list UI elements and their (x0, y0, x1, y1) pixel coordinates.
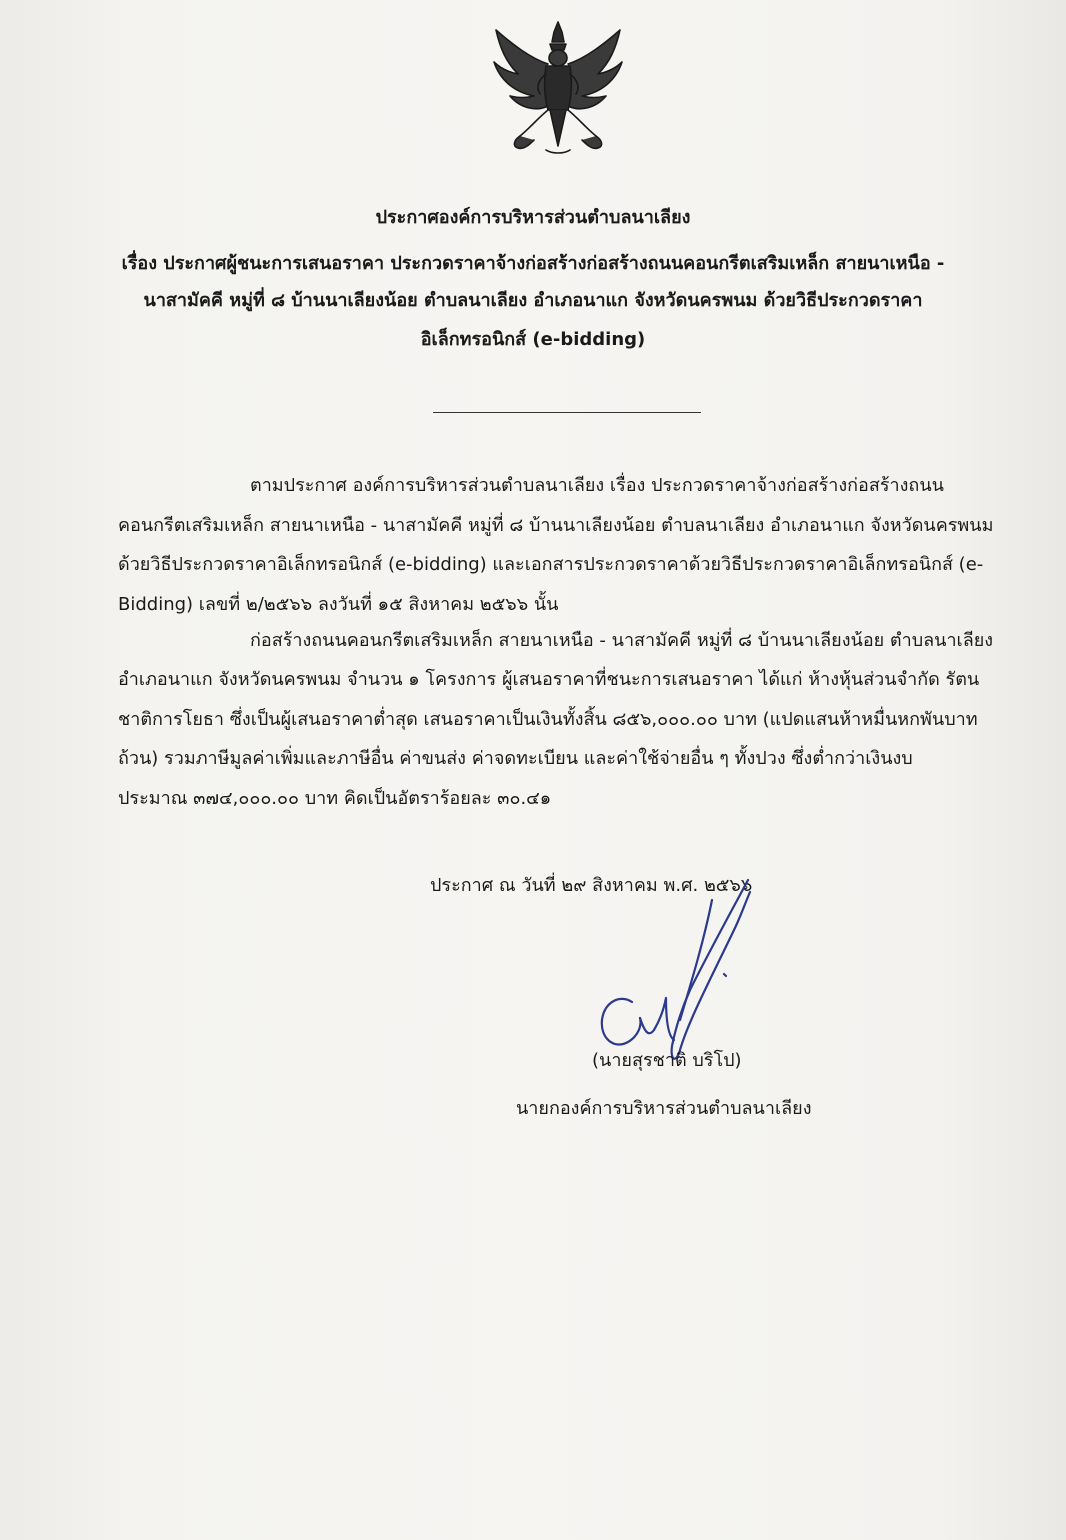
paragraph1-line-2: คอนกรีตเสริมเหล็ก สายนาเหนือ - นาสามัคคี หมู่ที่ ๘ บ้านนาเลียงน้อย ตำบลนาเลียง อำเภอนาแก จังหวัดนครพนม (118, 515, 994, 536)
subject-line-3: อิเล็กทรอนิกส์ (e-bidding) (420, 329, 646, 350)
paragraph1-line-4: Bidding) เลขที่ ๒/๒๕๖๖ ลงวันที่ ๑๕ สิงหาคม ๒๕๖๖ นั้น (118, 594, 559, 615)
signer-position: นายกองค์การบริหารส่วนตำบลนาเลียง (516, 1098, 812, 1119)
announce-date: ประกาศ ณ วันที่ ๒๙ สิงหาคม พ.ศ. ๒๕๖๖ (430, 875, 753, 896)
signer-name: (นายสุรชาติ บริโป) (592, 1050, 742, 1071)
paragraph2-line-4: ถ้วน) รวมภาษีมูลค่าเพิ่มและภาษีอื่น ค่าขนส่ง ค่าจดทะเบียน และค่าใช้จ่ายอื่น ๆ ทั้งปวง ซึ่งต่ำกว่าเงินงบ (118, 748, 913, 769)
paragraph1-line-3: ด้วยวิธีประกวดราคาอิเล็กทรอนิกส์ (e-bidding) และเอกสารประกวดราคาด้วยวิธีประกวดราคาอิเล็กทรอนิกส์ (e- (118, 554, 984, 575)
paragraph2-line-5: ประมาณ ๓๗๔,๐๐๐.๐๐ บาท คิดเป็นอัตราร้อยละ ๓๐.๔๑ (118, 788, 552, 809)
paragraph2-line-2: อำเภอนาแก จังหวัดนครพนม จำนวน ๑ โครงการ ผู้เสนอราคาที่ชนะการเสนอราคา ได้แก่ ห้างหุ้นส่วนจำกัด รัตน (118, 669, 980, 690)
garuda-emblem-icon (490, 18, 626, 158)
announcement-title: ประกาศองค์การบริหารส่วนตำบลนาเลียง (375, 207, 691, 228)
title-divider (433, 412, 701, 413)
paragraph1-line-1: ตามประกาศ องค์การบริหารส่วนตำบลนาเลียง เรื่อง ประกวดราคาจ้างก่อสร้างก่อสร้างถนน (250, 475, 944, 496)
subject-line-1: เรื่อง ประกาศผู้ชนะการเสนอราคา ประกวดราคาจ้างก่อสร้างก่อสร้างถนนคอนกรีตเสริมเหล็ก สายนาเหนือ - (121, 253, 945, 274)
paragraph2-line-1: ก่อสร้างถนนคอนกรีตเสริมเหล็ก สายนาเหนือ - นาสามัคคี หมู่ที่ ๘ บ้านนาเลียงน้อย ตำบลนาเลียง (250, 630, 994, 651)
paragraph2-line-3: ชาติการโยธา ซึ่งเป็นผู้เสนอราคาต่ำสุด เสนอราคาเป็นเงินทั้งสิ้น ๘๕๖,๐๐๐.๐๐ บาท (แปดแสนห้าหมื่นหกพันบาท (118, 709, 978, 730)
subject-line-2: นาสามัคคี หมู่ที่ ๘ บ้านนาเลียงน้อย ตำบลนาเลียง อำเภอนาแก จังหวัดนครพนม ด้วยวิธีประกวดราคา (143, 290, 923, 311)
